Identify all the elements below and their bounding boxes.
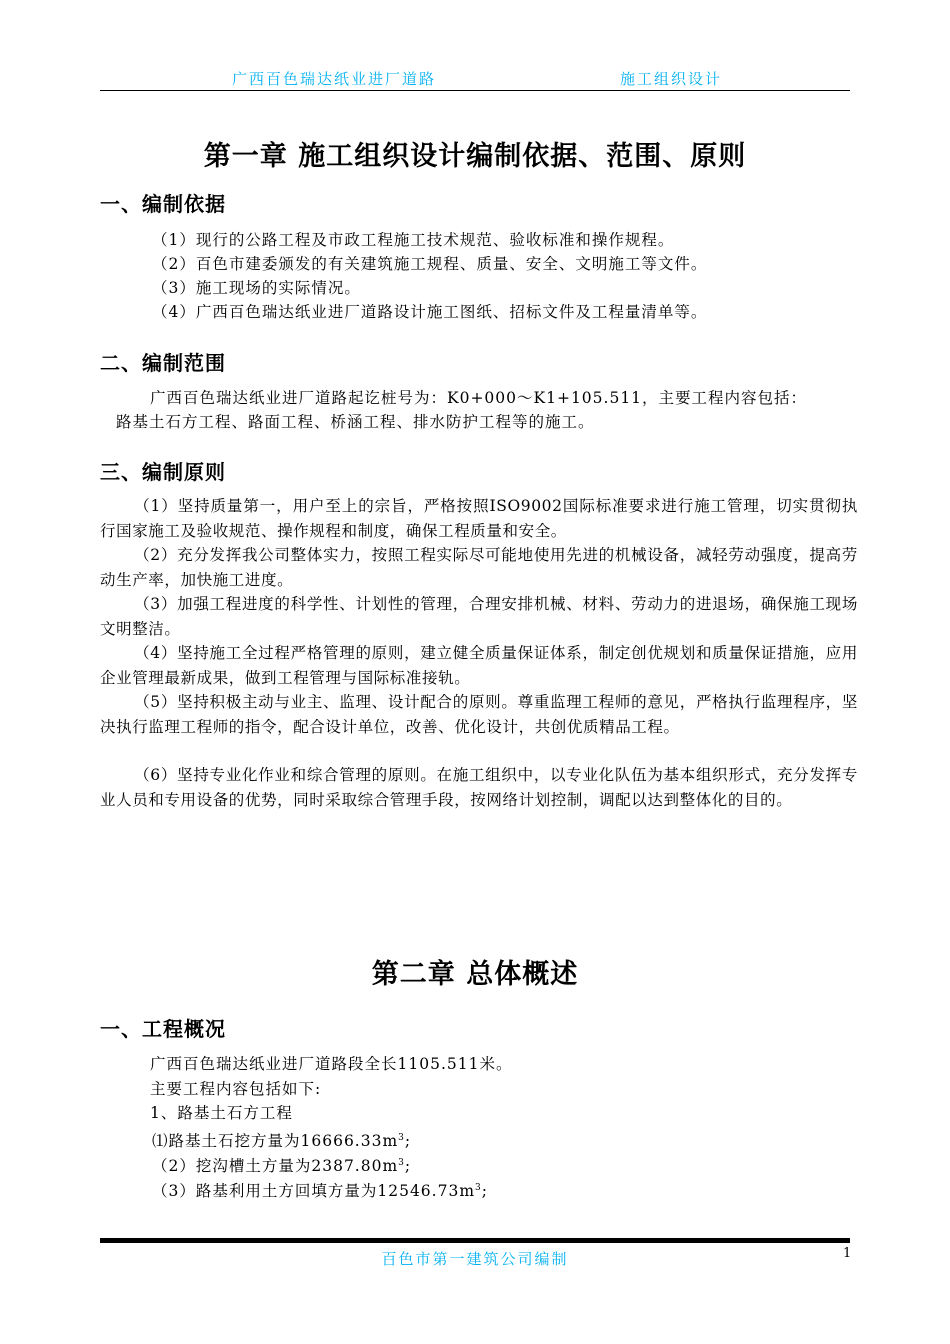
principle-item-6: （6）坚持专业化作业和综合管理的原则。在施工组织中，以专业化队伍为基本组织形式，充分发挥专业人员和专用设备的优势，同时采取综合管理手段，按网络计划控制，调配以达到整体化的目的。 bbox=[100, 766, 858, 809]
principle-item-2: （2）充分发挥我公司整体实力，按照工程实际尽可能地使用先进的机械设备，减轻劳动强度，提高劳动生产率，加快施工进度。 bbox=[100, 546, 858, 589]
principle-item-4: （4）坚持施工全过程严格管理的原则，建立健全质量保证体系，制定创优规划和质量保证措施，应用企业管理最新成果，做到工程管理与国际标准接轨。 bbox=[100, 644, 858, 687]
basis-item-1: （1）现行的公路工程及市政工程施工技术规范、验收标准和操作规程。 bbox=[152, 231, 675, 249]
header-project-name: 广西百色瑞达纸业进厂道路 bbox=[232, 70, 437, 88]
page-number: 1 bbox=[843, 1246, 852, 1261]
basis-item-2: （2）百色市建委颁发的有关建筑施工规程、质量、安全、文明施工等文件。 bbox=[152, 255, 708, 273]
quantity-backfill: （3）路基利用土方回填方量为$12546.73m^3$; bbox=[152, 1182, 488, 1201]
section-principles-title: 三、编制原则 bbox=[100, 460, 226, 484]
principle-item-5: （5）坚持积极主动与业主、监理、设计配合的原则。尊重监理工程师的意见，严格执行监理程序，坚决执行监理工程师的指令，配合设计单位，改善、优化设计，共创优质精品工程。 bbox=[100, 693, 858, 736]
section-basis-title: 一、编制依据 bbox=[100, 192, 226, 216]
basis-item-3: （3）施工现场的实际情况。 bbox=[152, 279, 361, 297]
header-divider bbox=[100, 90, 850, 91]
scope-line-1: 广西百色瑞达纸业进厂道路起讫桩号为：K0+000～K1+105.511，主要工程内容包括： bbox=[150, 389, 808, 407]
overview-earthwork-heading: 1、路基土石方工程 bbox=[150, 1104, 293, 1122]
overview-content-intro: 主要工程内容包括如下: bbox=[150, 1080, 322, 1098]
footer-divider bbox=[100, 1238, 850, 1243]
quantity-excavation: ⑴路基土石挖方量为$16666.33m^3$; bbox=[152, 1132, 412, 1151]
basis-item-4: （4）广西百色瑞达纸业进厂道路设计施工图纸、招标文件及工程量清单等。 bbox=[152, 303, 708, 321]
chapter1-title: 第一章 施工组织设计编制依据、范围、原则 bbox=[203, 141, 747, 172]
principle-item-1: （1）坚持质量第一，用户至上的宗旨，严格按照ISO9002国际标准要求进行施工管理，切实贯彻执行国家施工及验收规范、操作规程和制度，确保工程质量和安全。 bbox=[100, 497, 858, 540]
section-scope-title: 二、编制范围 bbox=[100, 351, 226, 375]
principle-item-3: （3）加强工程进度的科学性、计划性的管理，合理安排机械、材料、劳动力的进退场，确保施工现场文明整洁。 bbox=[100, 595, 858, 638]
scope-line-2: 路基土石方工程、路面工程、桥涵工程、排水防护工程等的施工。 bbox=[116, 413, 595, 431]
footer-author: 百色市第一建筑公司编制 bbox=[381, 1250, 569, 1268]
quantity-trench: （2）挖沟槽土方量为$2387.80m^3$; bbox=[152, 1157, 412, 1176]
overview-length: 广西百色瑞达纸业进厂道路段全长1105.511米。 bbox=[150, 1055, 513, 1073]
chapter2-title: 第二章 总体概述 bbox=[371, 959, 579, 990]
header-doc-type: 施工组织设计 bbox=[620, 70, 723, 88]
section-overview-title: 一、工程概况 bbox=[100, 1017, 226, 1041]
